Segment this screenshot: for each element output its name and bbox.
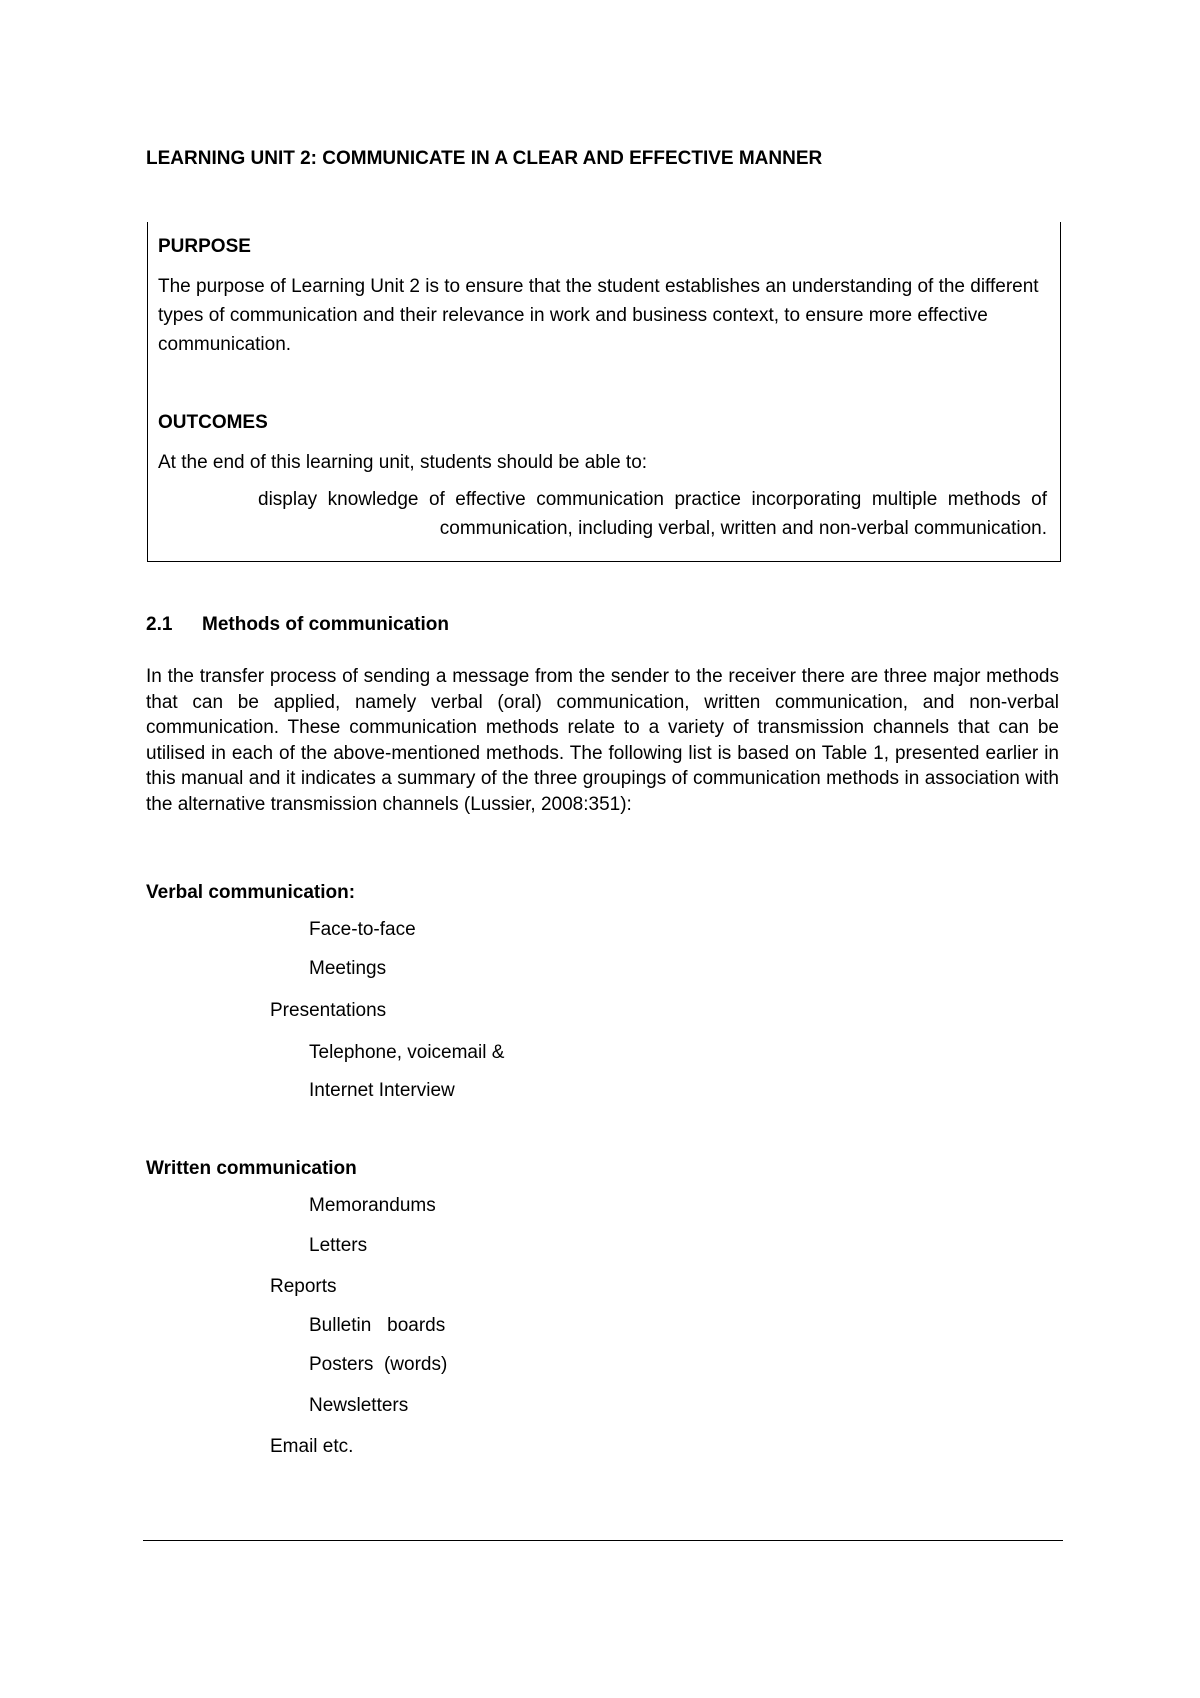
list-item: Meetings — [309, 958, 387, 979]
list-item: Face-to-face — [309, 919, 416, 940]
list-item: Letters — [309, 1235, 368, 1256]
list-item: Email etc. — [270, 1436, 354, 1457]
section-title: Methods of communication — [202, 614, 449, 635]
purpose-outcomes-box — [147, 222, 1061, 562]
list-item: Memorandums — [309, 1195, 436, 1216]
list-item: Presentations — [270, 1000, 387, 1021]
list-item: Reports — [270, 1276, 337, 1297]
list-item: Bulletin boards — [309, 1315, 446, 1336]
section-number: 2.1 — [146, 614, 173, 635]
list-item: Newsletters — [309, 1395, 409, 1416]
verbal-heading: Verbal communication: — [146, 882, 356, 903]
purpose-heading: PURPOSE — [158, 236, 251, 257]
unit-title: LEARNING UNIT 2: COMMUNICATE IN A CLEAR AND EFFECTIVE MANNER — [146, 148, 823, 169]
outcomes-intro: At the end of this learning unit, students should be able to: — [158, 452, 648, 473]
section-paragraph: In the transfer process of sending a message from the sender to the receiver there are three major methods that can be applied, namely verbal (oral) communication, written communication, and non-verbal communication. These communication methods relate to a variety of transmission channels that can be utilised in each of the above-mentioned methods. The following list is based on Table 1, presented earlier in this manual and it indicates a summary of the three groupings of communication methods in association with the alternative transmission channels (Lussier, 2008:351): — [146, 666, 1059, 815]
outcomes-heading: OUTCOMES — [158, 412, 268, 433]
footer-rule — [143, 1540, 1063, 1541]
purpose-text: The purpose of Learning Unit 2 is to ensure that the student establishes an understanding of the different types of communication and their relevance in work and business context, to ensure more effective communication. — [158, 276, 1039, 355]
list-item: Internet Interview — [309, 1080, 455, 1101]
section-heading — [146, 614, 449, 636]
list-item: Posters (words) — [309, 1354, 448, 1375]
outcome-item: display knowledge of effective communication practice incorporating multiple methods of communication, including verbal, written and non-verbal communication. — [258, 489, 1047, 539]
list-item: Telephone, voicemail & — [309, 1042, 505, 1063]
written-heading: Written communication — [146, 1158, 357, 1179]
